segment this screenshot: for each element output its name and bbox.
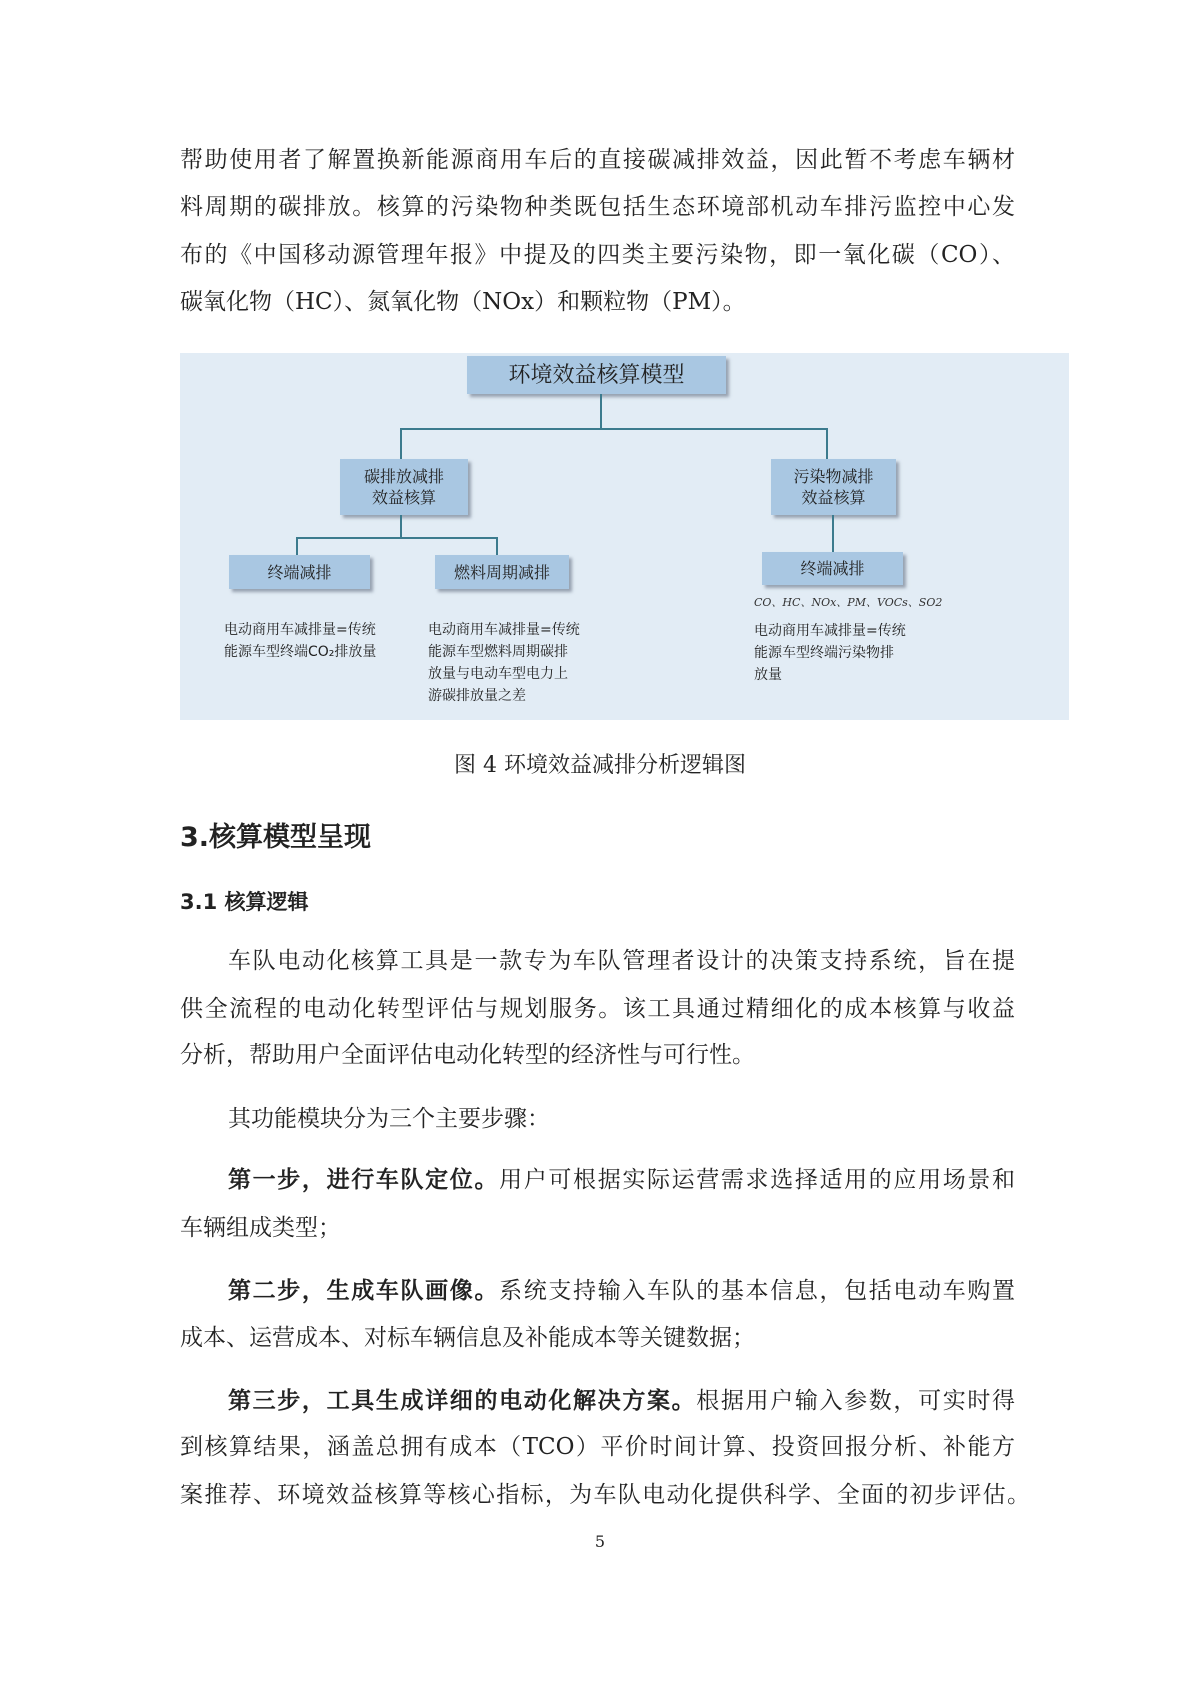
connector — [400, 428, 402, 460]
note-middle — [428, 619, 580, 707]
note-line: 能源车型燃料周期碳排 — [428, 644, 568, 660]
diagram-root-node: 环境效益核算模型 — [467, 356, 726, 394]
intro-line: 帮助使用者了解置换新能源商用车后的直接碳减排效益，因此暂不考虑车辆材 — [180, 147, 1015, 173]
paragraph-line: 供全流程的电动化转型评估与规划服务。该工具通过精细化的成本核算与收益 — [180, 996, 1015, 1022]
figure-caption: 图 4 环境效益减排分析逻辑图 — [454, 753, 746, 778]
connector — [832, 515, 834, 552]
carbon-fuel-cycle-node: 燃料周期减排 — [435, 555, 569, 589]
step3-text: 根据用户输入参数，可实时得 — [696, 1388, 1016, 1414]
paragraph-line: 其功能模块分为三个主要步骤： — [228, 1106, 550, 1132]
node-line: 污染物减排 — [793, 467, 874, 486]
intro-line: 料周期的碳排放。核算的污染物种类既包括生态环境部机动车排污监控中心发 — [180, 194, 1015, 220]
step2-text: 系统支持输入车队的基本信息，包括电动车购置 — [499, 1278, 1016, 1304]
paragraph-line: 车队电动化核算工具是一款专为车队管理者设计的决策支持系统，旨在提 — [228, 948, 1015, 974]
note-line: 游碳排放量之差 — [428, 688, 526, 704]
note-line: 能源车型终端CO₂排放量 — [224, 644, 377, 660]
pollutant-node — [771, 459, 896, 515]
note-line: 电动商用车减排量=传统 — [428, 622, 580, 638]
note-line: 放量 — [754, 667, 782, 683]
step1-line: 车辆组成类型； — [180, 1215, 341, 1241]
carbon-node — [340, 459, 468, 515]
node-line: 效益核算 — [371, 488, 436, 507]
page-number: 5 — [594, 1532, 606, 1551]
note-line: 电动商用车减排量=传统 — [754, 623, 906, 639]
pollutant-terminal-node: 终端减排 — [762, 552, 903, 585]
connector — [826, 428, 828, 460]
note-line: 放量与电动车型电力上 — [428, 666, 568, 682]
step1-line — [228, 1165, 1015, 1195]
paragraph-line: 分析，帮助用户全面评估电动化转型的经济性与可行性。 — [180, 1042, 755, 1068]
step2-title: 第二步，生成车队画像。 — [228, 1278, 500, 1304]
connector — [400, 428, 828, 430]
pollutant-list: CO、HC、NOx、PM、VOCs、SO2 — [754, 596, 943, 609]
note-left — [224, 619, 376, 663]
step2-line — [228, 1276, 1015, 1306]
connector — [496, 537, 498, 556]
step1-title: 第一步，进行车队定位。 — [228, 1167, 500, 1193]
connector — [296, 537, 498, 539]
node-line: 碳排放减排 — [363, 467, 444, 486]
note-right — [754, 620, 906, 686]
step2-line: 成本、运营成本、对标车辆信息及补能成本等关键数据； — [180, 1325, 755, 1351]
node-line: 效益核算 — [801, 488, 866, 507]
connector — [296, 537, 298, 556]
step3-title: 第三步，工具生成详细的电动化解决方案。 — [228, 1388, 697, 1414]
step3-line — [228, 1386, 1015, 1416]
step3-line: 到核算结果，涵盖总拥有成本（TCO）平价时间计算、投资回报分析、补能方 — [180, 1434, 1015, 1460]
step3-line: 案推荐、环境效益核算等核心指标，为车队电动化提供科学、全面的初步评估。 — [180, 1482, 1030, 1508]
note-line: 能源车型终端污染物排 — [754, 645, 894, 661]
step1-text: 用户可根据实际运营需求选择适用的应用场景和 — [499, 1167, 1016, 1193]
subsection-heading: 3.1 核算逻辑 — [180, 890, 309, 914]
carbon-terminal-node: 终端减排 — [229, 555, 370, 589]
intro-line: 碳氧化物（HC）、氮氧化物（NOx）和颗粒物（PM）。 — [180, 289, 746, 315]
connector — [600, 394, 602, 429]
environmental-benefit-diagram — [180, 353, 1069, 720]
intro-line: 布的《中国移动源管理年报》中提及的四类主要污染物，即一氧化碳（CO）、 — [180, 242, 1015, 268]
connector — [400, 515, 402, 538]
section-heading: 3.核算模型呈现 — [180, 822, 372, 853]
note-line: 电动商用车减排量=传统 — [224, 622, 376, 638]
